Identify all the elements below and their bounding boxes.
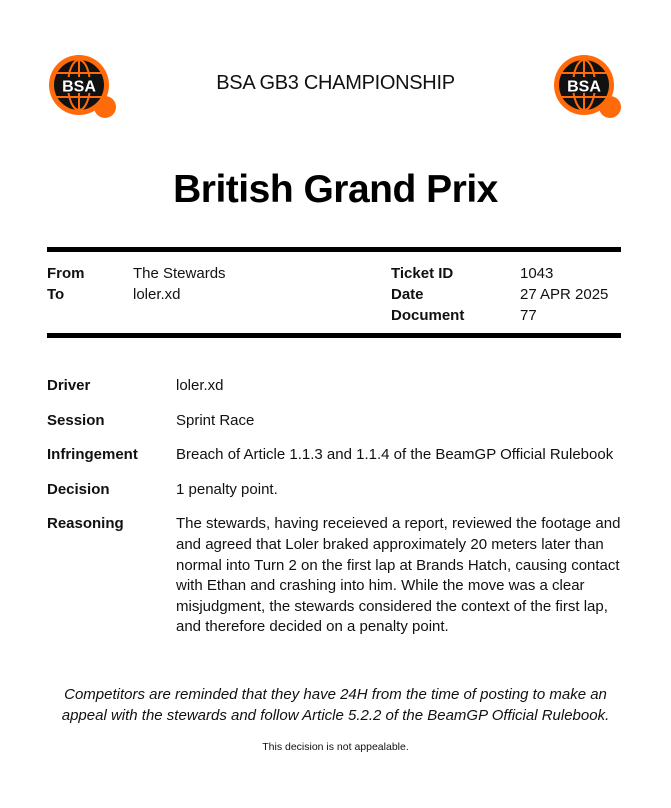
svg-text:BSA: BSA xyxy=(567,78,601,96)
svg-text:BSA: BSA xyxy=(62,78,96,96)
driver-row xyxy=(47,376,627,397)
reasoning-row xyxy=(47,514,627,638)
from-label: From xyxy=(47,265,85,282)
reasoning-value: The stewards, having receieved a report, reviewed the footage and and agreed that Loler braked approximately 20 meters later than normal into Turn 2 on the first lap at Brands Hatch, causing contact with Ethan and crashing into him. While the move was a clear misjudgment, the stewards considered the context of the first lap, and therefore decided on a penalty point. xyxy=(176,515,621,636)
document-label: Document xyxy=(391,307,465,324)
top-divider xyxy=(47,247,621,252)
ticket-id-value: 1043 xyxy=(520,265,554,282)
to-label: To xyxy=(47,286,65,303)
session-row xyxy=(47,411,627,432)
infringement-row xyxy=(47,445,627,466)
infringement-value: Breach of Article 1.1.3 and 1.1.4 of the BeamGP Official Rulebook xyxy=(176,446,614,464)
bottom-divider xyxy=(47,333,621,338)
from-value: The Stewards xyxy=(133,265,226,282)
driver-value: loler.xd xyxy=(176,377,224,394)
date-value: 27 APR 2025 xyxy=(520,286,609,303)
ticket-id-label: Ticket ID xyxy=(391,265,454,282)
championship-heading: BSA GB3 CHAMPIONSHIP xyxy=(216,72,455,94)
decision-value: 1 penalty point. xyxy=(176,480,278,498)
decision-label: Decision xyxy=(47,480,110,498)
appealability-footnote: This decision is not appealable. xyxy=(262,741,409,753)
date-label: Date xyxy=(391,286,424,303)
decision-row xyxy=(47,480,627,501)
appeal-notice: Competitors are reminded that they have 24H from the time of posting to make an appeal with the stewards and follow Article 5.2.2 of the BeamGP Official Rulebook. xyxy=(61,686,610,724)
to-value: loler.xd xyxy=(133,286,181,303)
page-title: British Grand Prix xyxy=(173,168,498,211)
document-value: 77 xyxy=(520,307,537,324)
session-value: Sprint Race xyxy=(176,411,255,429)
driver-label: Driver xyxy=(47,377,91,394)
decision-details xyxy=(47,376,627,652)
reasoning-label: Reasoning xyxy=(47,515,124,533)
infringement-label: Infringement xyxy=(47,446,138,464)
meta-block xyxy=(47,263,621,327)
session-label: Session xyxy=(47,411,105,429)
